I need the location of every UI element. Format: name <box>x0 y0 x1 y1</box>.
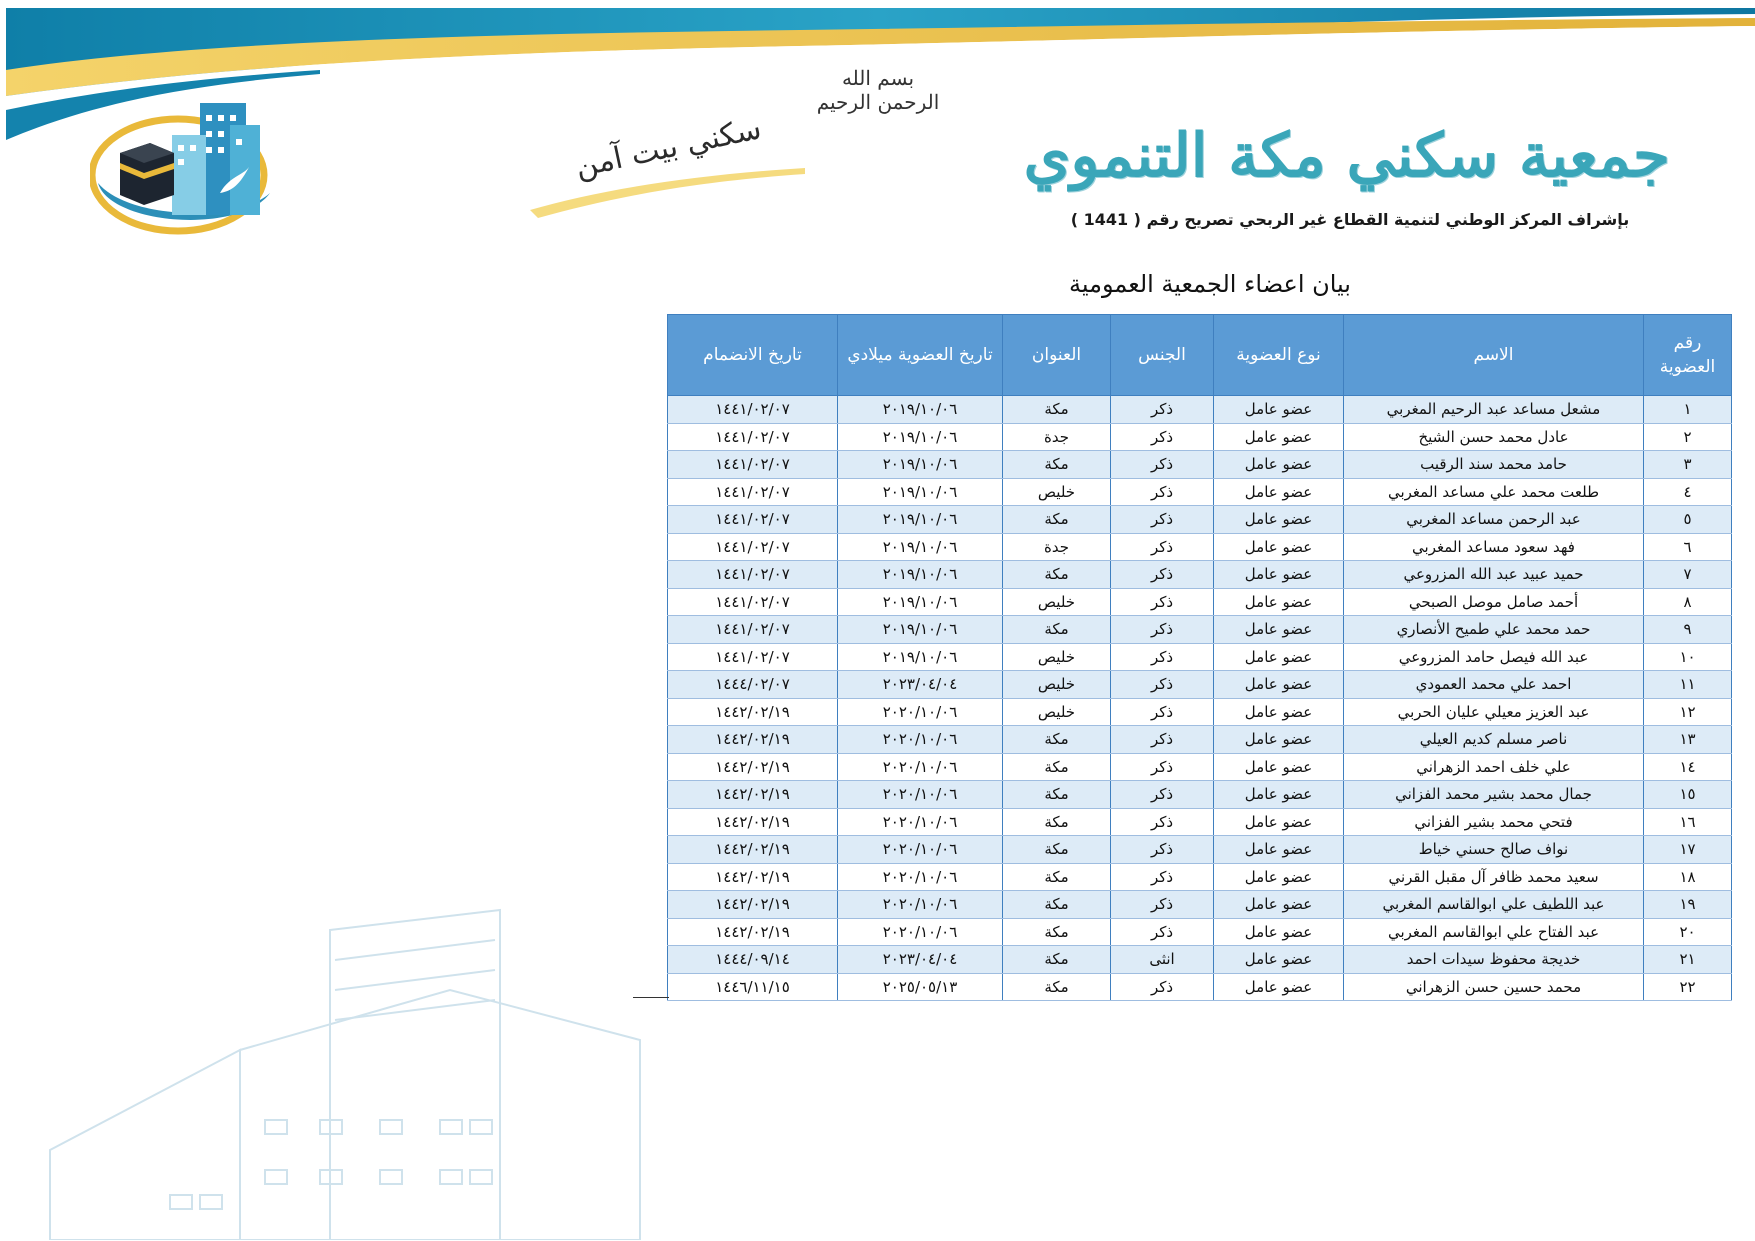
table-row <box>668 946 1732 974</box>
cell-address: خليص <box>1003 643 1111 671</box>
cell-gender: ذكر <box>1111 423 1214 451</box>
table-row <box>668 891 1732 919</box>
cell-num: ٣ <box>1644 451 1732 479</box>
table-row <box>668 588 1732 616</box>
cell-num: ١٢ <box>1644 698 1732 726</box>
table-row <box>668 478 1732 506</box>
cell-date_g: ٢٠٢٠/١٠/٠٦ <box>838 726 1003 754</box>
cell-date_h: ١٤٤١/٠٢/٠٧ <box>668 423 838 451</box>
cell-date_g: ٢٠١٩/١٠/٠٦ <box>838 423 1003 451</box>
cell-type: عضو عامل <box>1214 836 1344 864</box>
organization-subtitle: بإشراف المركز الوطني لتنمية القطاع غير الربحي تصريح رقم ( 1441 ) <box>1070 210 1630 229</box>
cell-gender: ذكر <box>1111 836 1214 864</box>
cell-date_g: ٢٠١٩/١٠/٠٦ <box>838 506 1003 534</box>
cell-date_h: ١٤٤١/٠٢/٠٧ <box>668 396 838 424</box>
cell-date_h: ١٤٤٢/٠٢/١٩ <box>668 753 838 781</box>
cell-gender: ذكر <box>1111 561 1214 589</box>
table-row <box>668 533 1732 561</box>
cell-address: خليص <box>1003 671 1111 699</box>
cell-name: سعيد محمد ظافر آل مقبل القرني <box>1344 863 1644 891</box>
cell-date_g: ٢٠١٩/١٠/٠٦ <box>838 643 1003 671</box>
cell-date_h: ١٤٤١/٠٢/٠٧ <box>668 561 838 589</box>
cell-type: عضو عامل <box>1214 863 1344 891</box>
cell-address: مكة <box>1003 396 1111 424</box>
cell-date_g: ٢٠١٩/١٠/٠٦ <box>838 533 1003 561</box>
cell-gender: ذكر <box>1111 396 1214 424</box>
cell-type: عضو عامل <box>1214 396 1344 424</box>
cell-gender: ذكر <box>1111 478 1214 506</box>
table-underline <box>633 997 669 998</box>
table-row <box>668 973 1732 1001</box>
cell-date_g: ٢٠١٩/١٠/٠٦ <box>838 396 1003 424</box>
cell-name: عادل محمد حسن الشيخ <box>1344 423 1644 451</box>
table-row <box>668 918 1732 946</box>
cell-type: عضو عامل <box>1214 506 1344 534</box>
cell-date_h: ١٤٤٦/١١/١٥ <box>668 973 838 1001</box>
cell-num: ١ <box>1644 396 1732 424</box>
cell-num: ٢٠ <box>1644 918 1732 946</box>
slogan-text: سكني بيت آمن <box>572 111 765 185</box>
cell-name: عبد العزيز معيلي عليان الحربي <box>1344 698 1644 726</box>
cell-gender: ذكر <box>1111 533 1214 561</box>
cell-num: ١١ <box>1644 671 1732 699</box>
table-row <box>668 616 1732 644</box>
cell-date_h: ١٤٤٤/٠٢/٠٧ <box>668 671 838 699</box>
cell-gender: انثى <box>1111 946 1214 974</box>
cell-type: عضو عامل <box>1214 561 1344 589</box>
col-header-address: العنوان <box>1003 315 1111 396</box>
cell-num: ١٣ <box>1644 726 1732 754</box>
cell-date_g: ٢٠٢٠/١٠/٠٦ <box>838 836 1003 864</box>
cell-num: ١٩ <box>1644 891 1732 919</box>
cell-date_g: ٢٠٢٠/١٠/٠٦ <box>838 781 1003 809</box>
cell-date_g: ٢٠٢٣/٠٤/٠٤ <box>838 671 1003 699</box>
cell-address: مكة <box>1003 616 1111 644</box>
cell-type: عضو عامل <box>1214 643 1344 671</box>
cell-name: أحمد صامل موصل الصبحي <box>1344 588 1644 616</box>
cell-address: مكة <box>1003 863 1111 891</box>
cell-date_h: ١٤٤١/٠٢/٠٧ <box>668 643 838 671</box>
cell-name: نواف صالح حسني خياط <box>1344 836 1644 864</box>
cell-num: ٨ <box>1644 588 1732 616</box>
cell-num: ١٥ <box>1644 781 1732 809</box>
cell-gender: ذكر <box>1111 918 1214 946</box>
cell-num: ١٤ <box>1644 753 1732 781</box>
buildings-watermark <box>40 900 680 1240</box>
cell-name: احمد علي محمد العمودي <box>1344 671 1644 699</box>
cell-address: مكة <box>1003 561 1111 589</box>
cell-date_g: ٢٠١٩/١٠/٠٦ <box>838 561 1003 589</box>
cell-name: طلعت محمد علي مساعد المغربي <box>1344 478 1644 506</box>
members-table <box>667 314 1732 1001</box>
cell-num: ٢٢ <box>1644 973 1732 1001</box>
cell-address: مكة <box>1003 918 1111 946</box>
cell-type: عضو عامل <box>1214 671 1344 699</box>
cell-address: جدة <box>1003 423 1111 451</box>
table-row <box>668 836 1732 864</box>
cell-gender: ذكر <box>1111 588 1214 616</box>
cell-gender: ذكر <box>1111 506 1214 534</box>
cell-address: مكة <box>1003 781 1111 809</box>
cell-name: فهد سعود مساعد المغربي <box>1344 533 1644 561</box>
cell-date_g: ٢٠١٩/١٠/٠٦ <box>838 478 1003 506</box>
cell-date_h: ١٤٤٢/٠٢/١٩ <box>668 808 838 836</box>
table-row <box>668 506 1732 534</box>
cell-name: عبد الفتاح علي ابوالقاسم المغربي <box>1344 918 1644 946</box>
cell-date_g: ٢٠١٩/١٠/٠٦ <box>838 451 1003 479</box>
cell-num: ١٨ <box>1644 863 1732 891</box>
cell-type: عضو عامل <box>1214 533 1344 561</box>
table-row <box>668 863 1732 891</box>
cell-gender: ذكر <box>1111 451 1214 479</box>
cell-name: مشعل مساعد عبد الرحيم المغربي <box>1344 396 1644 424</box>
cell-name: عبد اللطيف علي ابوالقاسم المغربي <box>1344 891 1644 919</box>
document-title: بيان اعضاء الجمعية العمومية <box>1069 270 1351 298</box>
cell-date_g: ٢٠٢٣/٠٤/٠٤ <box>838 946 1003 974</box>
cell-gender: ذكر <box>1111 973 1214 1001</box>
cell-name: محمد حسين حسن الزهراني <box>1344 973 1644 1001</box>
col-header-gender: الجنس <box>1111 315 1214 396</box>
cell-num: ٢ <box>1644 423 1732 451</box>
cell-gender: ذكر <box>1111 616 1214 644</box>
cell-address: مكة <box>1003 753 1111 781</box>
table-row <box>668 396 1732 424</box>
cell-date_g: ٢٠٢٠/١٠/٠٦ <box>838 698 1003 726</box>
cell-name: خديجة محفوظ سيدات احمد <box>1344 946 1644 974</box>
cell-address: مكة <box>1003 973 1111 1001</box>
cell-address: مكة <box>1003 726 1111 754</box>
table-row <box>668 671 1732 699</box>
cell-date_h: ١٤٤٢/٠٢/١٩ <box>668 918 838 946</box>
table-row <box>668 726 1732 754</box>
cell-name: حامد محمد سند الرقيب <box>1344 451 1644 479</box>
cell-type: عضو عامل <box>1214 588 1344 616</box>
cell-date_h: ١٤٤٢/٠٢/١٩ <box>668 863 838 891</box>
table-row <box>668 698 1732 726</box>
cell-name: علي خلف احمد الزهراني <box>1344 753 1644 781</box>
table-row <box>668 808 1732 836</box>
table-header-row <box>668 315 1732 396</box>
cell-name: ناصر مسلم كديم العيلي <box>1344 726 1644 754</box>
cell-address: مكة <box>1003 808 1111 836</box>
cell-gender: ذكر <box>1111 863 1214 891</box>
cell-num: ٧ <box>1644 561 1732 589</box>
cell-gender: ذكر <box>1111 726 1214 754</box>
cell-address: مكة <box>1003 946 1111 974</box>
col-header-number: رقم العضوية <box>1644 315 1732 396</box>
cell-type: عضو عامل <box>1214 918 1344 946</box>
cell-type: عضو عامل <box>1214 698 1344 726</box>
cell-date_h: ١٤٤١/٠٢/٠٧ <box>668 478 838 506</box>
cell-name: جمال محمد بشير محمد الفزاني <box>1344 781 1644 809</box>
cell-date_g: ٢٠٢٠/١٠/٠٦ <box>838 863 1003 891</box>
cell-name: عبد الرحمن مساعد المغربي <box>1344 506 1644 534</box>
cell-type: عضو عامل <box>1214 753 1344 781</box>
cell-num: ١٠ <box>1644 643 1732 671</box>
cell-date_h: ١٤٤١/٠٢/٠٧ <box>668 533 838 561</box>
cell-type: عضو عامل <box>1214 946 1344 974</box>
col-header-name: الاسم <box>1344 315 1644 396</box>
cell-date_g: ٢٠١٩/١٠/٠٦ <box>838 616 1003 644</box>
cell-name: فتحي محمد بشير الفزاني <box>1344 808 1644 836</box>
cell-date_g: ٢٠١٩/١٠/٠٦ <box>838 588 1003 616</box>
cell-name: عبد الله فيصل حامد المزروعي <box>1344 643 1644 671</box>
col-header-membership-type: نوع العضوية <box>1214 315 1344 396</box>
cell-address: خليص <box>1003 698 1111 726</box>
cell-address: مكة <box>1003 836 1111 864</box>
cell-type: عضو عامل <box>1214 781 1344 809</box>
cell-type: عضو عامل <box>1214 423 1344 451</box>
cell-name: حميد عبيد عبد الله المزروعي <box>1344 561 1644 589</box>
cell-gender: ذكر <box>1111 698 1214 726</box>
cell-type: عضو عامل <box>1214 808 1344 836</box>
cell-num: ١٧ <box>1644 836 1732 864</box>
col-header-join-date-hijri: تاريخ الانضمام <box>668 315 838 396</box>
cell-address: خليص <box>1003 478 1111 506</box>
table-row <box>668 781 1732 809</box>
organization-name: جمعية سكني مكة التنموي <box>1023 121 1670 191</box>
cell-num: ٩ <box>1644 616 1732 644</box>
cell-name: حمد محمد علي طميح الأنصاري <box>1344 616 1644 644</box>
cell-address: خليص <box>1003 588 1111 616</box>
cell-date_h: ١٤٤١/٠٢/٠٧ <box>668 588 838 616</box>
basmala-calligraphy: بسم الله الرحمن الرحيم <box>816 66 940 114</box>
cell-date_g: ٢٠٢٠/١٠/٠٦ <box>838 891 1003 919</box>
table-row <box>668 753 1732 781</box>
cell-gender: ذكر <box>1111 781 1214 809</box>
cell-date_h: ١٤٤١/٠٢/٠٧ <box>668 506 838 534</box>
cell-address: جدة <box>1003 533 1111 561</box>
cell-num: ٢١ <box>1644 946 1732 974</box>
cell-num: ٥ <box>1644 506 1732 534</box>
cell-gender: ذكر <box>1111 753 1214 781</box>
cell-num: ٦ <box>1644 533 1732 561</box>
cell-num: ١٦ <box>1644 808 1732 836</box>
table-row <box>668 451 1732 479</box>
cell-date_h: ١٤٤٤/٠٩/١٤ <box>668 946 838 974</box>
cell-type: عضو عامل <box>1214 451 1344 479</box>
cell-date_h: ١٤٤٢/٠٢/١٩ <box>668 698 838 726</box>
cell-date_g: ٢٠٢٠/١٠/٠٦ <box>838 808 1003 836</box>
cell-date_h: ١٤٤٢/٠٢/١٩ <box>668 891 838 919</box>
cell-gender: ذكر <box>1111 808 1214 836</box>
cell-type: عضو عامل <box>1214 726 1344 754</box>
cell-date_g: ٢٠٢٠/١٠/٠٦ <box>838 753 1003 781</box>
cell-type: عضو عامل <box>1214 973 1344 1001</box>
table-row <box>668 561 1732 589</box>
cell-gender: ذكر <box>1111 643 1214 671</box>
col-header-membership-date-gregorian: تاريخ العضوية ميلادي <box>838 315 1003 396</box>
cell-address: مكة <box>1003 506 1111 534</box>
cell-date_h: ١٤٤١/٠٢/٠٧ <box>668 451 838 479</box>
cell-date_h: ١٤٤١/٠٢/٠٧ <box>668 616 838 644</box>
cell-num: ٤ <box>1644 478 1732 506</box>
cell-date_h: ١٤٤٢/٠٢/١٩ <box>668 836 838 864</box>
table-row <box>668 423 1732 451</box>
cell-date_h: ١٤٤٢/٠٢/١٩ <box>668 781 838 809</box>
association-logo <box>90 95 280 235</box>
cell-type: عضو عامل <box>1214 891 1344 919</box>
cell-date_h: ١٤٤٢/٠٢/١٩ <box>668 726 838 754</box>
cell-gender: ذكر <box>1111 671 1214 699</box>
cell-type: عضو عامل <box>1214 616 1344 644</box>
cell-address: مكة <box>1003 451 1111 479</box>
cell-type: عضو عامل <box>1214 478 1344 506</box>
cell-date_g: ٢٠٢٥/٠٥/١٣ <box>838 973 1003 1001</box>
table-row <box>668 643 1732 671</box>
cell-gender: ذكر <box>1111 891 1214 919</box>
cell-address: مكة <box>1003 891 1111 919</box>
cell-date_g: ٢٠٢٠/١٠/٠٦ <box>838 918 1003 946</box>
